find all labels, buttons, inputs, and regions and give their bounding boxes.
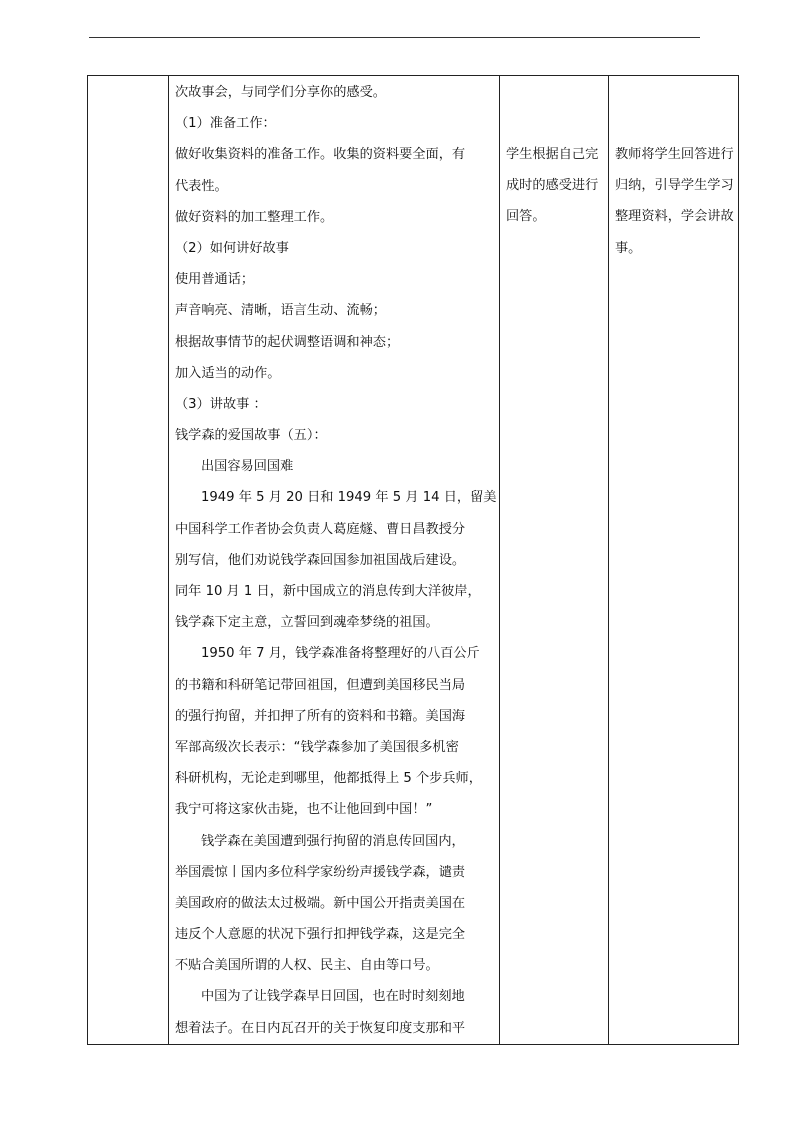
content-line: 使用普通话；	[175, 272, 255, 288]
content-line: 想着法子。在日内瓦召开的关于恢复印度支那和平	[175, 1020, 466, 1036]
content-line: 的书籍和科研笔记带回祖国，但遭到美国移民当局	[175, 677, 466, 693]
content-line: 出国容易回国难	[201, 459, 294, 475]
stage-cell	[88, 76, 169, 1045]
content-line: 不贴合美国所谓的人权、民主、自由等口号。	[175, 958, 439, 974]
content-line: （1）准备工作：	[175, 116, 276, 132]
content-line: （2）如何讲好故事	[175, 240, 289, 256]
content-line: 做好资料的加工整理工作。	[175, 209, 334, 225]
content-line: 的强行拘留，并扣押了所有的资料和书籍。美国海	[175, 708, 466, 724]
header-rule	[89, 37, 700, 38]
content-line: 加入适当的动作。	[175, 365, 281, 381]
content-line: 钱学森下定主意，立誓回到魂牵梦绕的祖国。	[175, 615, 439, 631]
content-line: 1950 年 7 月，钱学森准备将整理好的八百公斤	[201, 646, 480, 662]
teacher-activity-text: 教师将学生回答进行归纳，引导学生学习整理资料，学会讲故事。	[615, 147, 734, 256]
content-line: 次故事会，与同学们分享你的感受。	[175, 85, 386, 100]
content-line: 声音响亮、清晰，语言生动、流畅；	[175, 303, 386, 319]
content-line: 根据故事情节的起伏调整语调和神态；	[175, 334, 400, 350]
content-line: 我宁可将这家伙击毙，也不让他回到中国！”	[175, 802, 433, 818]
teaching-content-cell	[169, 76, 500, 1045]
content-line: 1949 年 5 月 20 日和 1949 年 5 月 14 日，留美	[201, 490, 496, 506]
content-lines	[175, 77, 496, 1044]
content-line: 中国科学工作者协会负责人葛庭燧、曹日昌教授分	[175, 521, 466, 537]
content-line: 代表性。	[175, 178, 228, 194]
content-line: 违反个人意愿的状况下强行扣押钱学森，这是完全	[175, 927, 466, 943]
content-line: 中国为了让钱学森早日回国，也在时时刻刻地	[201, 989, 465, 1005]
content-line: 钱学森在美国遭到强行拘留的消息传回国内，	[201, 833, 465, 849]
lesson-plan-table	[87, 75, 739, 1045]
content-line: 美国政府的做法太过极端。新中国公开指责美国在	[175, 895, 466, 911]
content-line: 举国震惊丨国内多位科学家纷纷声援钱学森，谴责	[175, 864, 466, 880]
table-row	[88, 76, 739, 1045]
student-activity-cell	[500, 76, 609, 1045]
teacher-activity-cell	[609, 76, 739, 1045]
content-line: 做好收集资料的准备工作。收集的资料要全面，有	[175, 147, 466, 163]
student-activity-text: 学生根据自己完成时的感受进行回答。	[506, 147, 599, 225]
content-line: 同年 10 月 1 日，新中国成立的消息传到大洋彼岸，	[175, 584, 481, 599]
content-line: 军部高级次长表示：“钱学森参加了美国很多机密	[175, 739, 459, 755]
content-line: 别写信，他们劝说钱学森回国参加祖国战后建设。	[175, 552, 466, 568]
content-line: 钱学森的爱国故事（五）：	[175, 428, 327, 444]
content-line: 科研机构，无论走到哪里，他都抵得上 5 个步兵师，	[175, 771, 482, 787]
content-line: （3）讲故事 ：	[175, 396, 267, 412]
